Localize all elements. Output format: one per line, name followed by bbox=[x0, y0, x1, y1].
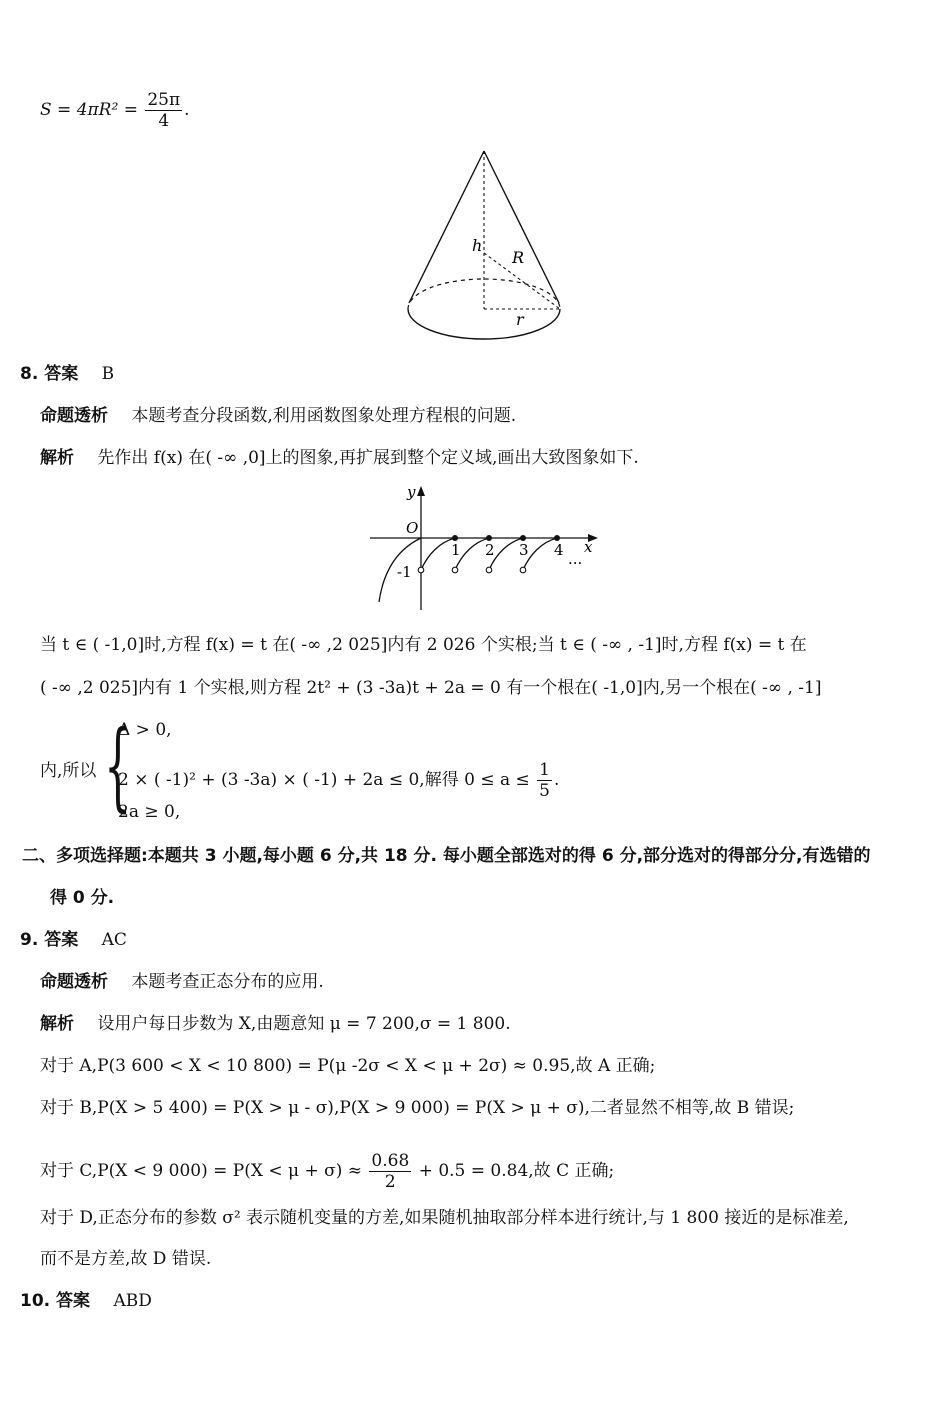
q9-sol-label: 解析 bbox=[40, 1014, 74, 1034]
open-point-2 bbox=[486, 567, 492, 573]
q10-title: 10. 答案 bbox=[20, 1291, 91, 1311]
q9-option-b: 对于 B,P(X > 5 400) = P(X > μ - σ),P(X > 9 000) = P(X > μ + σ),二者显然不相等,故 B 错误; bbox=[40, 1098, 795, 1118]
formula-left: S = 4πR² = bbox=[40, 100, 138, 120]
q8-line1: 当 t ∈ ( -1,0]时,方程 f(x) = t 在( -∞ ,2 025]内有 2 026 个实根;当 t ∈ ( -∞ , -1]时,方程 f(x) = t 在 bbox=[40, 635, 807, 655]
result-end: . bbox=[554, 770, 560, 790]
x-axis-label: x bbox=[584, 538, 593, 556]
q8-solution-line bbox=[40, 447, 639, 469]
formula-fraction bbox=[145, 90, 182, 131]
open-point-0 bbox=[418, 567, 424, 573]
system-result: 解得 0 ≤ a ≤ bbox=[424, 770, 530, 790]
tick-1: 1 bbox=[451, 541, 461, 559]
continuation-dots: ··· bbox=[568, 554, 583, 572]
q8-sol-text: 先作出 f(x) 在( -∞ ,0]上的图象,再扩展到整个定义域,画出大致图象如下. bbox=[97, 448, 639, 468]
fraction-numerator: 25π bbox=[147, 90, 181, 110]
q9-option-d-line2: 而不是方差,故 D 错误. bbox=[40, 1249, 212, 1269]
section2-line2: 得 0 分. bbox=[50, 888, 115, 908]
q9-c-denominator: 2 bbox=[384, 1172, 396, 1192]
q9-c-fraction bbox=[369, 1151, 411, 1192]
section2-line1: 二、多项选择题:本题共 3 小题,每小题 6 分,共 18 分. 每小题全部选对的得 6 分,部分选对的得部分分,有选错的 bbox=[22, 846, 871, 866]
tick-2: 2 bbox=[485, 541, 495, 559]
q9-title: 9. 答案 bbox=[20, 930, 79, 950]
system-cond-2-text: 2 × ( -1)² + (3 -3a) × ( -1) + 2a ≤ 0, bbox=[118, 770, 425, 790]
system-prefix: 内,所以 bbox=[40, 761, 97, 781]
system-cond-2 bbox=[118, 760, 559, 801]
q10-answer-line bbox=[20, 1290, 152, 1312]
q8-answer: B bbox=[101, 364, 115, 384]
system-cond-1: Δ > 0, bbox=[118, 720, 172, 740]
label-R: R bbox=[512, 248, 525, 267]
formula-end: . bbox=[184, 100, 190, 120]
area-formula bbox=[40, 90, 190, 131]
q9-tag-line bbox=[40, 971, 324, 993]
result-denominator: 5 bbox=[539, 781, 550, 801]
q9-option-c bbox=[40, 1151, 614, 1192]
function-graph bbox=[370, 482, 610, 612]
cone-figure bbox=[400, 145, 570, 345]
q8-sol-label: 解析 bbox=[40, 448, 74, 468]
q9-option-a: 对于 A,P(3 600 < X < 10 800) = P(μ -2σ < X < μ + 2σ) ≈ 0.95,故 A 正确; bbox=[40, 1056, 656, 1076]
q9-solution-line bbox=[40, 1013, 511, 1035]
origin-label: O bbox=[406, 519, 419, 537]
q9-answer: AC bbox=[101, 930, 127, 950]
result-fraction bbox=[537, 760, 552, 801]
system-brace: { bbox=[104, 710, 132, 822]
q9-tag-text: 本题考查正态分布的应用. bbox=[131, 972, 324, 992]
tick-3: 3 bbox=[519, 541, 529, 559]
minus-one-label: -1 bbox=[397, 563, 412, 581]
q9-tag-label: 命题透析 bbox=[40, 972, 108, 992]
q9-c-left: 对于 C,P(X < 9 000) = P(X < μ + σ) ≈ bbox=[40, 1161, 362, 1181]
label-r: r bbox=[516, 310, 524, 329]
q9-option-d-line1: 对于 D,正态分布的参数 σ² 表示随机变量的方差,如果随机抽取部分样本进行统计,与 1 800 接近的是标准差, bbox=[40, 1208, 849, 1228]
q8-tag-line bbox=[40, 405, 516, 427]
y-axis-label: y bbox=[407, 483, 416, 501]
open-point-1 bbox=[452, 567, 458, 573]
q8-line2: ( -∞ ,2 025]内有 1 个实根,则方程 2t² + (3 -3a)t + 2a = 0 有一个根在( -1,0]内,另一个根在( -∞ , -1] bbox=[40, 678, 822, 698]
q8-title: 8. 答案 bbox=[20, 364, 79, 384]
result-numerator: 1 bbox=[539, 760, 550, 780]
label-h: h bbox=[472, 236, 483, 255]
q10-answer: ABD bbox=[113, 1291, 152, 1311]
q9-c-right: + 0.5 = 0.84,故 C 正确; bbox=[418, 1161, 615, 1181]
y-axis-arrow bbox=[417, 486, 425, 496]
q8-tag-label: 命题透析 bbox=[40, 406, 108, 426]
fraction-denominator: 4 bbox=[158, 111, 170, 131]
q9-sol-text: 设用户每日步数为 X,由题意知 μ = 7 200,σ = 1 800. bbox=[97, 1014, 511, 1034]
tick-4: 4 bbox=[554, 541, 564, 559]
q8-tag-text: 本题考查分段函数,利用函数图象处理方程根的问题. bbox=[131, 406, 517, 426]
open-point-3 bbox=[520, 567, 526, 573]
q9-answer-line bbox=[20, 929, 127, 951]
q8-answer-line bbox=[20, 363, 114, 385]
system-cond-3: 2a ≥ 0, bbox=[118, 802, 181, 822]
curve-seg-1 bbox=[421, 538, 455, 570]
q9-c-numerator: 0.68 bbox=[371, 1151, 410, 1171]
